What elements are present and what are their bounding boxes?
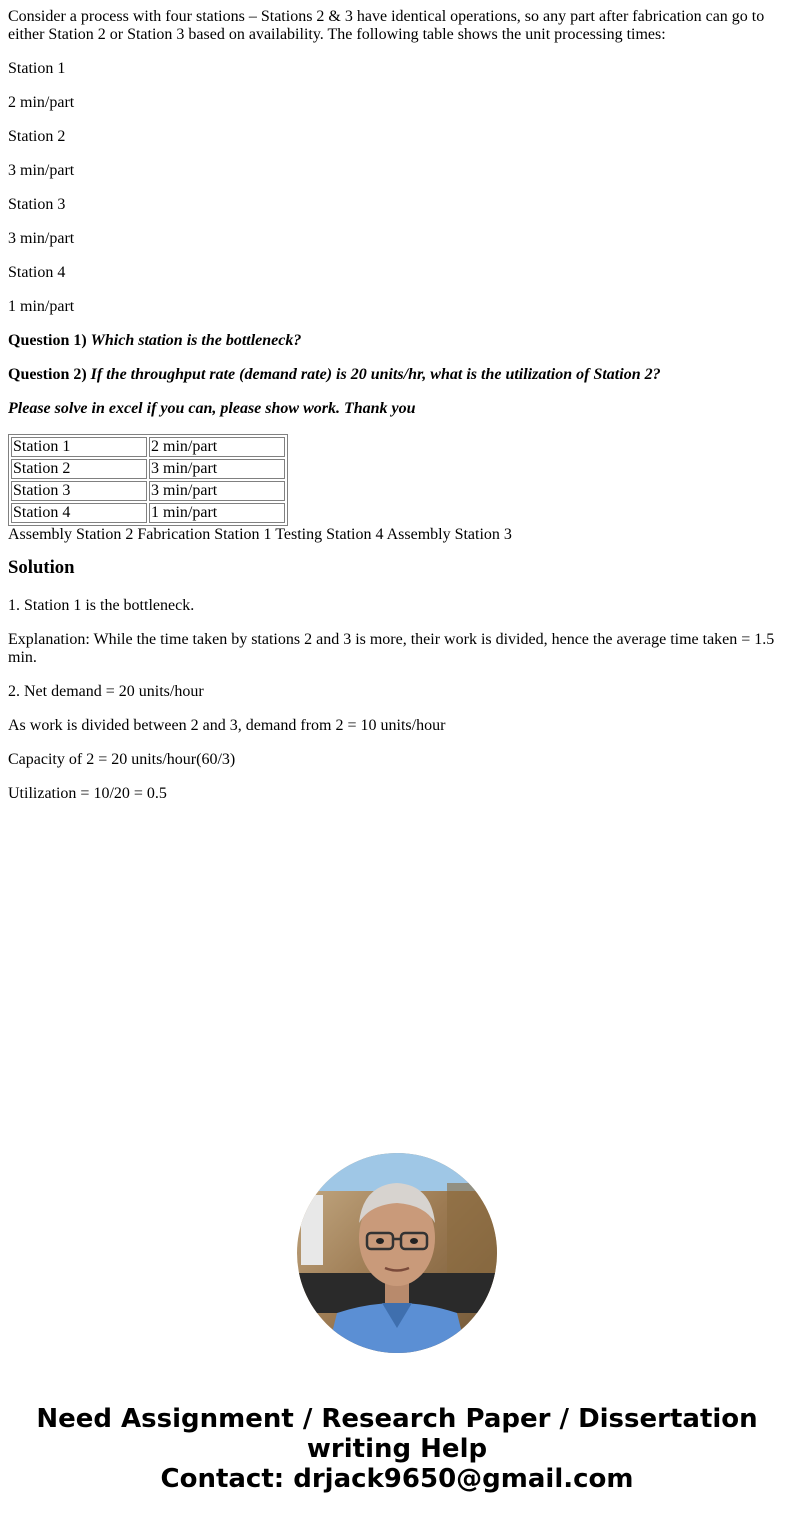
table-cell-station: Station 1	[11, 437, 147, 457]
solution-heading: Solution	[8, 557, 75, 578]
table-cell-time: 3 min/part	[149, 459, 285, 479]
footer-help-text: Need Assignment / Research Paper / Dissertation writing Help	[36, 1404, 758, 1464]
list-time-4: 1 min/part	[8, 298, 75, 315]
table-row	[11, 503, 285, 523]
diagram-labels: Assembly Station 2 Fabrication Station 1 Testing Station 4 Assembly Station 3	[8, 526, 512, 543]
table-cell-time: 1 min/part	[149, 503, 285, 523]
list-station-4: Station 4	[8, 264, 66, 281]
list-time-1: 2 min/part	[8, 94, 75, 111]
request-text: Please solve in excel if you can, please show work. Thank you	[8, 400, 416, 417]
table-cell-station: Station 4	[11, 503, 147, 523]
list-station-3: Station 3	[8, 196, 66, 213]
table-row	[11, 459, 285, 479]
footer-banner	[0, 1404, 794, 1494]
solution-line-1: 1. Station 1 is the bottleneck.	[8, 597, 195, 614]
solution-line-5: Capacity of 2 = 20 units/hour(60/3)	[8, 751, 236, 768]
document-body	[8, 8, 786, 819]
list-station-2: Station 2	[8, 128, 66, 145]
question-2-text: If the throughput rate (demand rate) is 20 units/hr, what is the utilization of Station 2?	[90, 366, 661, 383]
avatar-portrait-image	[297, 1153, 497, 1353]
solution-line-2: Explanation: While the time taken by stations 2 and 3 is more, their work is divided, hence the average time taken = 1.5 min.	[8, 631, 775, 666]
solution-line-4: As work is divided between 2 and 3, demand from 2 = 10 units/hour	[8, 717, 446, 734]
solution-line-3: 2. Net demand = 20 units/hour	[8, 683, 204, 700]
footer-contact-text: Contact: drjack9650@gmail.com	[160, 1464, 634, 1494]
table-row	[11, 481, 285, 501]
table-cell-time: 2 min/part	[149, 437, 285, 457]
list-station-1: Station 1	[8, 60, 66, 77]
list-time-3: 3 min/part	[8, 230, 75, 247]
intro-paragraph: Consider a process with four stations – Stations 2 & 3 have identical operations, so any part after fabrication can go to either Station 2 or Station 3 based on availability. The following table shows the unit processing times:	[8, 8, 765, 43]
table-cell-station: Station 2	[11, 459, 147, 479]
list-time-2: 3 min/part	[8, 162, 75, 179]
author-avatar	[297, 1153, 497, 1353]
question-2	[8, 366, 786, 384]
station-times-table	[8, 434, 288, 526]
question-1-text: Which station is the bottleneck?	[90, 332, 302, 349]
question-1	[8, 332, 786, 350]
solution-line-6: Utilization = 10/20 = 0.5	[8, 785, 167, 802]
question-1-label: Question 1)	[8, 332, 87, 349]
question-2-label: Question 2)	[8, 366, 87, 383]
table-cell-station: Station 3	[11, 481, 147, 501]
table-cell-time: 3 min/part	[149, 481, 285, 501]
table-row	[11, 437, 285, 457]
